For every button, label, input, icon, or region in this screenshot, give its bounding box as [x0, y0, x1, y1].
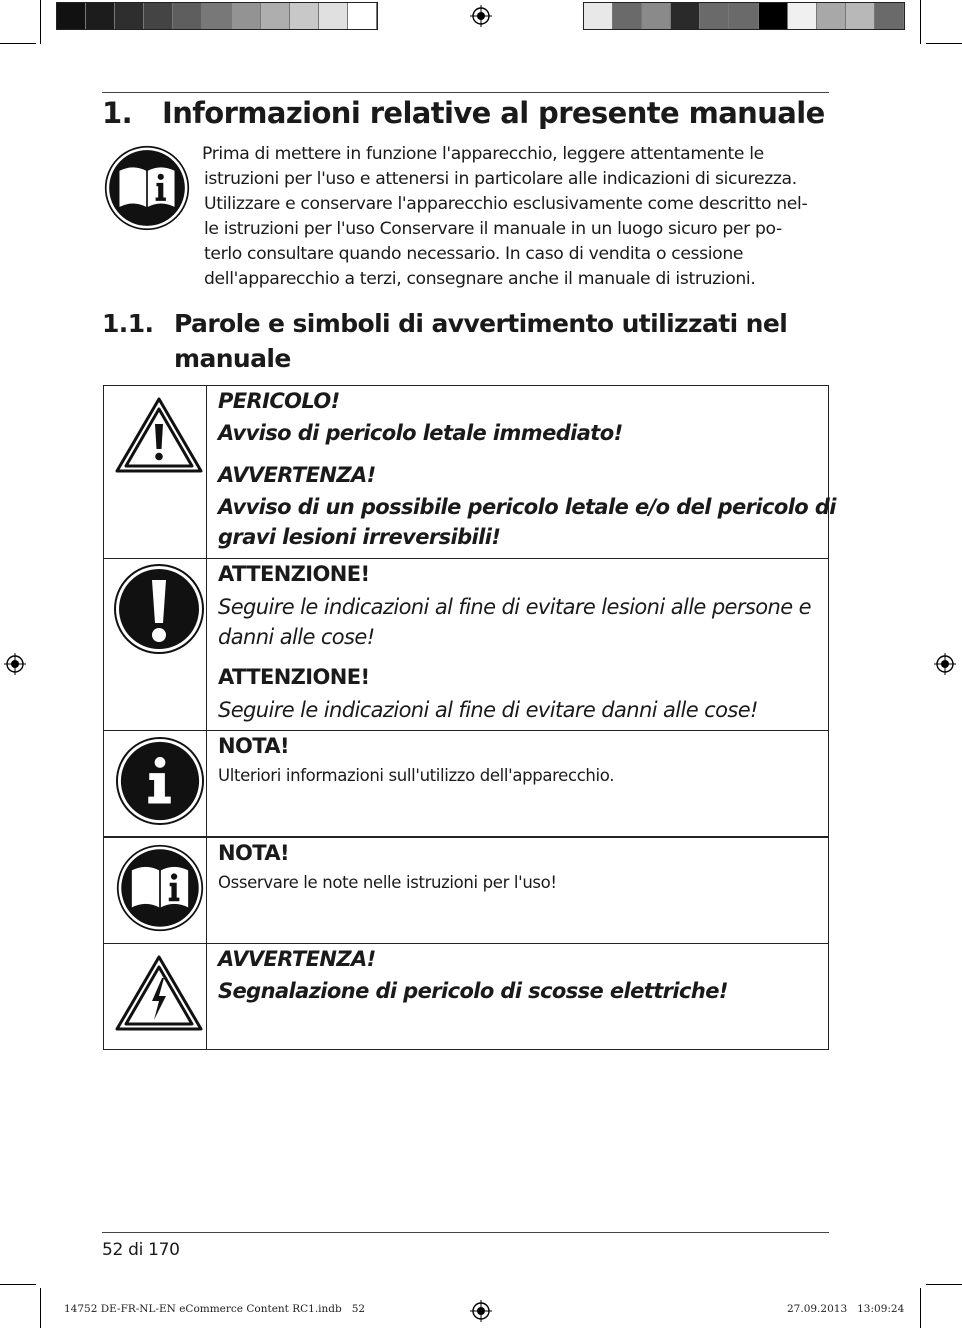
intro-line: dell'apparecchio a terzi, consegnare anche il manuale di istruzioni. — [204, 269, 756, 289]
registration-mark-icon — [470, 1300, 492, 1322]
color-swatch — [788, 3, 817, 29]
icon-cell — [104, 559, 207, 730]
signal-word: AVVERTENZA! — [218, 463, 376, 487]
signal-description: Ulteriori informazioni sull'utilizzo dell'apparecchio. — [218, 766, 615, 785]
color-swatch — [584, 3, 613, 29]
crop-mark — [926, 1284, 962, 1285]
icon-cell — [104, 386, 207, 558]
subsection-title-line: manuale — [174, 344, 291, 373]
crop-mark — [920, 1288, 921, 1328]
page-title — [102, 96, 842, 130]
signal-word: NOTA! — [218, 734, 289, 758]
signal-word: ATTENZIONE! — [218, 665, 370, 689]
signal-description: Avviso di pericolo letale immediato! — [218, 421, 623, 445]
color-swatch — [700, 3, 729, 29]
signal-description: Seguire le indicazioni al fine di evitare danni alle cose! — [218, 698, 758, 722]
color-swatch — [348, 3, 377, 29]
table-row — [104, 559, 828, 731]
crop-mark — [40, 0, 41, 44]
section-number: 1. — [102, 96, 132, 130]
color-swatch — [319, 3, 348, 29]
color-swatch — [173, 3, 202, 29]
grayscale-color-bar — [56, 2, 378, 30]
color-swatch — [875, 3, 904, 29]
color-swatch — [86, 3, 115, 29]
subsection-number: 1.1. — [102, 309, 154, 338]
warning-symbols-table — [103, 385, 836, 1050]
color-swatch — [671, 3, 700, 29]
crop-mark — [926, 43, 962, 44]
color-swatch — [817, 3, 846, 29]
intro-line: le istruzioni per l'uso Conservare il manuale in un luogo sicuro per po- — [204, 219, 782, 239]
exclamation-circle-icon — [114, 564, 204, 654]
color-swatch — [290, 3, 319, 29]
color-swatch — [144, 3, 173, 29]
color-swatch — [232, 3, 261, 29]
intro-line: Utilizzare e conservare l'apparecchio esclusivamente come descritto nel- — [204, 194, 808, 214]
intro-line: istruzioni per l'uso e attenersi in particolare alle indicazioni di sicurezza. — [204, 169, 797, 189]
info-circle-icon — [116, 737, 204, 825]
signal-description: danni alle cose! — [218, 625, 375, 649]
top-rule — [102, 92, 829, 93]
registration-mark-icon — [470, 5, 492, 27]
color-swatch — [261, 3, 290, 29]
color-swatch — [115, 3, 144, 29]
color-swatch — [642, 3, 671, 29]
crop-mark — [0, 43, 36, 44]
table-row — [104, 386, 836, 559]
icon-cell — [104, 731, 207, 836]
crop-mark — [0, 1284, 36, 1285]
intro-paragraph — [204, 142, 834, 292]
manual-info-icon — [104, 145, 190, 231]
signal-description: gravi lesioni irreversibili! — [218, 525, 501, 549]
color-swatch — [613, 3, 642, 29]
signal-word: ATTENZIONE! — [218, 562, 370, 586]
signal-description: Seguire le indicazioni al fine di evitare lesioni alle persone e — [218, 595, 811, 619]
file-slug: 14752 DE-FR-NL-EN eCommerce Content RC1.indb 52 — [64, 1303, 366, 1315]
intro-line: Prima di mettere in funzione l'apparecchio, leggere attentamente le — [202, 144, 764, 164]
print-timestamp: 27.09.2013 13:09:24 — [787, 1303, 905, 1315]
icon-cell — [104, 944, 207, 1049]
color-swatch — [57, 3, 86, 29]
table-row — [104, 944, 828, 1049]
table-row — [104, 838, 828, 944]
signal-word: PERICOLO! — [218, 389, 340, 413]
color-swatch — [846, 3, 875, 29]
table-row — [104, 731, 828, 838]
icon-cell — [104, 838, 207, 943]
electric-shock-triangle-icon — [114, 954, 204, 1032]
signal-word: AVVERTENZA! — [218, 947, 376, 971]
section-title: Informazioni relative al presente manuale — [162, 96, 825, 130]
warning-triangle-icon — [114, 396, 204, 474]
crop-mark — [920, 0, 921, 44]
intro-line: terlo consultare quando necessario. In caso di vendita o cessione — [204, 244, 744, 264]
color-control-bar — [583, 2, 905, 30]
subsection-title-line: Parole e simboli di avvertimento utilizzati nel — [174, 309, 788, 338]
signal-word: NOTA! — [218, 841, 289, 865]
signal-description: Avviso di un possibile pericolo letale e/o del pericolo di — [218, 495, 836, 519]
registration-mark-icon — [934, 653, 956, 675]
page-number: 52 di 170 — [102, 1240, 180, 1260]
crop-mark — [40, 1288, 41, 1328]
color-swatch — [202, 3, 231, 29]
color-swatch — [729, 3, 758, 29]
registration-mark-icon — [4, 653, 26, 675]
color-swatch — [759, 3, 788, 29]
signal-description: Segnalazione di pericolo di scosse elettriche! — [218, 979, 728, 1003]
manual-info-icon — [116, 844, 204, 932]
signal-description: Osservare le note nelle istruzioni per l'uso! — [218, 873, 557, 892]
footer-rule — [102, 1232, 829, 1233]
